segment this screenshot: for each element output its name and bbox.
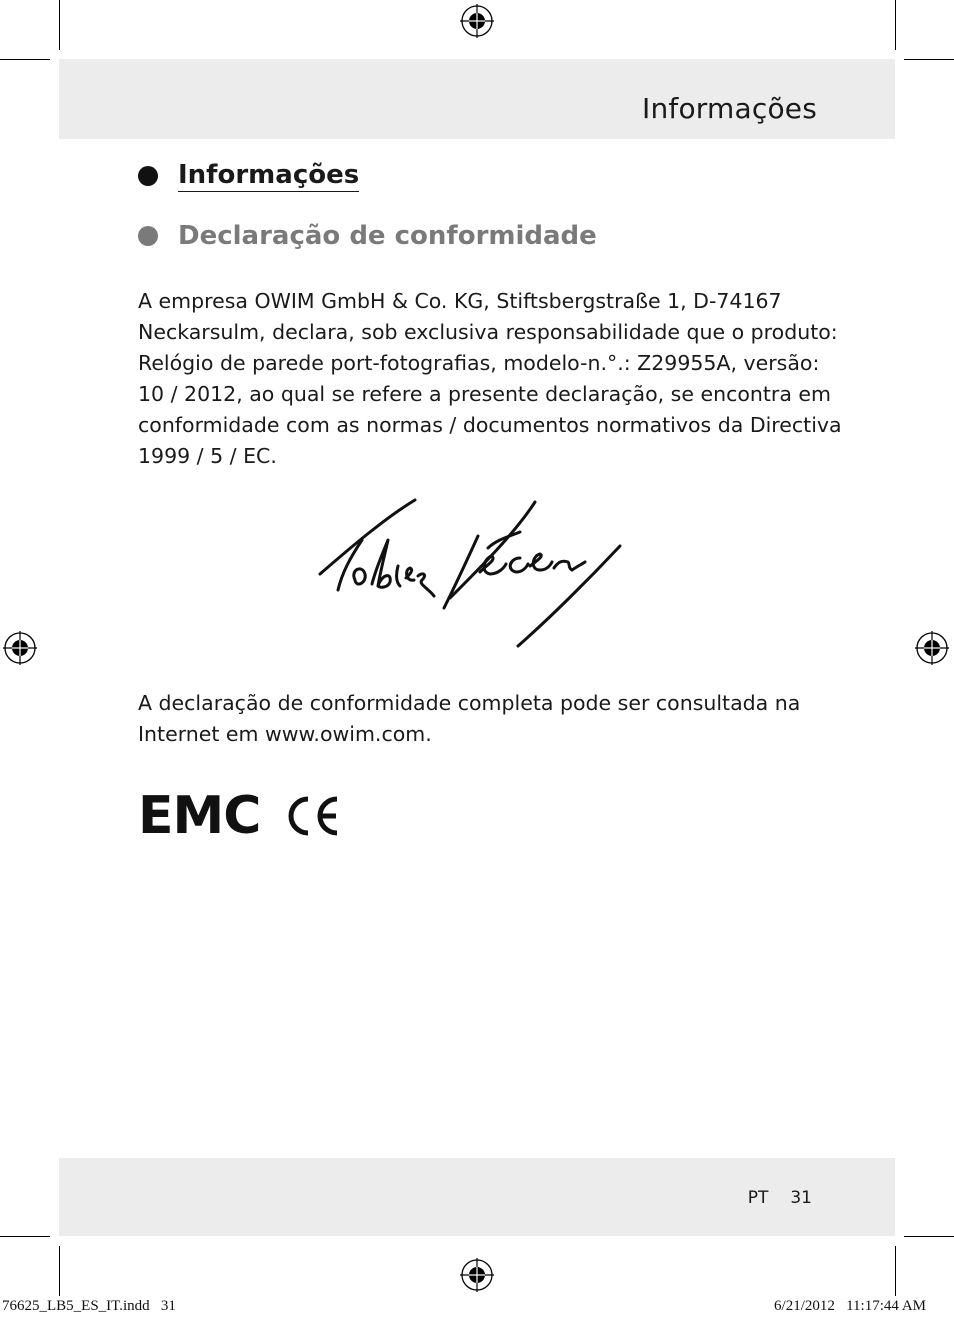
crop-mark bbox=[59, 0, 60, 50]
certification-marks bbox=[138, 786, 340, 846]
crop-mark bbox=[895, 1246, 896, 1296]
text-line: Neckarsulm, declara, sob exclusiva responsabilidade que o produto: bbox=[138, 320, 838, 344]
bullet-icon bbox=[138, 226, 158, 246]
online-note-text bbox=[138, 688, 818, 750]
text-line: A declaração de conformidade completa pode ser consultada na bbox=[138, 691, 801, 715]
signature-image bbox=[310, 488, 640, 658]
section-heading: Informações bbox=[178, 160, 360, 190]
emc-logo: EMC bbox=[138, 786, 261, 846]
text-line: 10 / 2012, ao qual se refere a presente declaração, se encontra em bbox=[138, 382, 831, 406]
text-line: Internet em www.owim.com. bbox=[138, 722, 432, 746]
page-footer bbox=[748, 1188, 812, 1208]
crop-mark bbox=[895, 0, 896, 50]
registration-mark-icon bbox=[3, 631, 37, 665]
registration-mark-icon bbox=[915, 631, 949, 665]
section-heading: Declaração de conformidade bbox=[178, 221, 597, 251]
print-slug-timestamp: 6/21/2012 11:17:44 AM bbox=[774, 1298, 926, 1314]
bullet-icon bbox=[138, 166, 158, 186]
crop-mark bbox=[59, 1246, 60, 1296]
crop-mark bbox=[904, 59, 954, 60]
crop-mark bbox=[0, 59, 50, 60]
text-line: A empresa OWIM GmbH & Co. KG, Stiftsbergstraße 1, D-74167 bbox=[138, 289, 782, 313]
section-informacoes bbox=[138, 160, 359, 192]
crop-mark bbox=[904, 1236, 954, 1237]
language-code: PT bbox=[747, 1188, 769, 1208]
page-header-title: Informações bbox=[642, 92, 817, 125]
page-number: 31 bbox=[790, 1188, 812, 1208]
text-line: 1999 / 5 / EC. bbox=[138, 444, 277, 468]
crop-mark bbox=[0, 1236, 50, 1237]
print-slug-file: 76625_LB5_ES_IT.indd 31 bbox=[2, 1298, 176, 1314]
registration-mark-icon bbox=[460, 4, 494, 38]
declaration-text bbox=[138, 286, 842, 472]
registration-mark-icon bbox=[460, 1258, 494, 1292]
text-line: Relógio de parede port-fotografias, modelo-n.°.: Z29955A, versão: bbox=[138, 351, 820, 375]
text-line: conformidade com as normas / documentos normativos da Directiva bbox=[138, 413, 842, 437]
ce-mark-icon bbox=[282, 793, 340, 839]
section-declaracao bbox=[138, 221, 597, 251]
